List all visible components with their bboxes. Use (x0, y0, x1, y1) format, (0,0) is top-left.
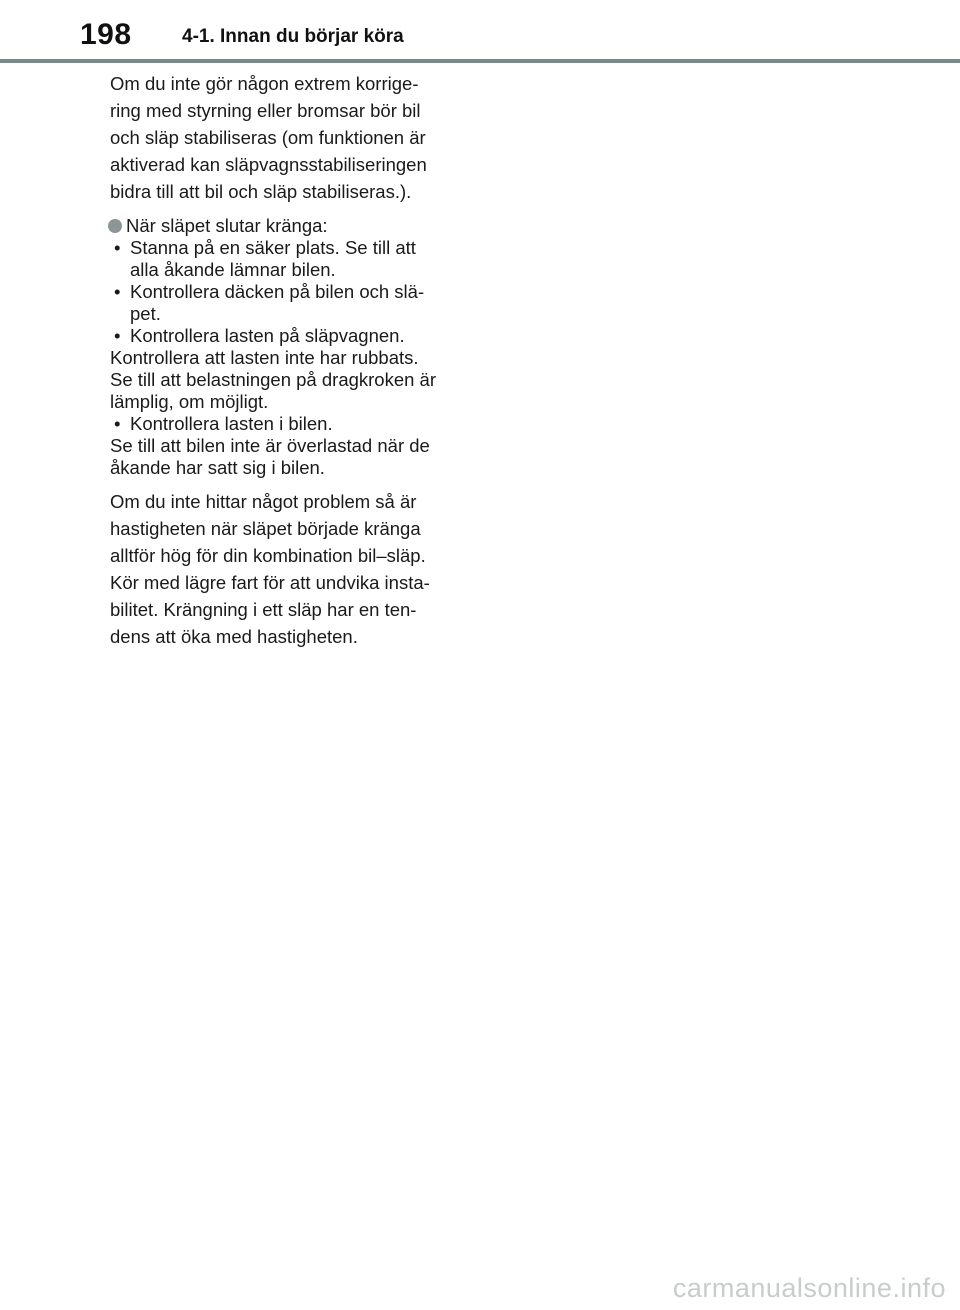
list-item-text (130, 413, 470, 435)
text-line: Stanna på en säker plats. Se till att (130, 237, 416, 258)
watermark: carmanualsonline.info (672, 1273, 946, 1303)
text-line: Kontrollera lasten på släpvagnen. (130, 325, 405, 346)
text-line: Kör med lägre fart för att undvika insta- (110, 572, 430, 593)
procedure-block (110, 215, 470, 479)
list-item-text (130, 237, 470, 281)
list-item (110, 237, 470, 281)
text-line: alltför hög för din kombination bil–släp. (110, 545, 426, 566)
circle-bullet-icon (108, 219, 122, 233)
intro-paragraph (110, 70, 470, 205)
list-item (110, 281, 470, 325)
bullet-heading-text: När släpet slutar kränga: (126, 215, 328, 236)
list-item (110, 325, 470, 347)
text-line: aktiverad kan släpvagnsstabiliseringen (110, 154, 427, 175)
text-line: pet. (130, 303, 161, 324)
note-text (110, 347, 470, 413)
text-line: Om du inte gör någon extrem korrige- (110, 73, 419, 94)
list-dot: • (114, 281, 121, 302)
text-line: bidra till att bil och släp stabiliseras.). (110, 181, 412, 202)
list-dot: • (114, 413, 121, 434)
text-line: Om du inte hittar något problem så är (110, 491, 417, 512)
list-dot: • (114, 237, 121, 258)
list-item (110, 413, 470, 435)
text-line: lämplig, om möjligt. (110, 391, 269, 412)
text-line: Kontrollera att lasten inte har rubbats. (110, 347, 419, 368)
bullet-heading (110, 215, 470, 237)
header-rule (0, 59, 960, 63)
list-dot: • (114, 325, 121, 346)
section-title: 4-1. Innan du börjar köra (182, 26, 404, 47)
note-text (110, 435, 470, 479)
list-item-text (130, 281, 470, 325)
main-content (110, 70, 470, 650)
text-line: Se till att bilen inte är överlastad när de (110, 435, 430, 456)
text-line: och släp stabiliseras (om funktionen är (110, 127, 426, 148)
text-line: åkande har satt sig i bilen. (110, 457, 325, 478)
text-line: ring med styrning eller bromsar bör bil (110, 100, 421, 121)
list-item-text (130, 325, 470, 347)
text-line: dens att öka med hastigheten. (110, 626, 358, 647)
text-line: Se till att belastningen på dragkroken är (110, 369, 437, 390)
text-line: Kontrollera däcken på bilen och slä- (130, 281, 425, 302)
text-line: hastigheten när släpet började kränga (110, 518, 421, 539)
text-line: bilitet. Krängning i ett släp har en ten- (110, 599, 417, 620)
closing-paragraph (110, 488, 470, 650)
page-number: 198 (80, 18, 132, 51)
page-header (0, 0, 960, 62)
text-line: alla åkande lämnar bilen. (130, 259, 336, 280)
text-line: Kontrollera lasten i bilen. (130, 413, 333, 434)
